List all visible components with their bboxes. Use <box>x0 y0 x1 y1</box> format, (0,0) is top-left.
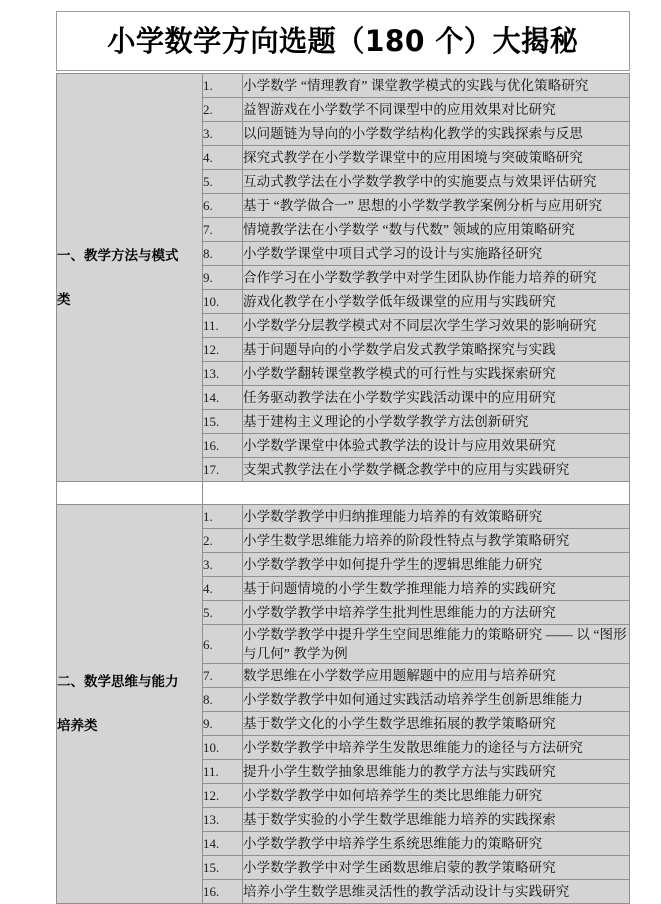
topic-text: 提升小学生数学抽象思维能力的教学方法与实践研究 <box>243 760 630 784</box>
topics-table-body <box>57 74 630 904</box>
topic-number: 6. <box>203 625 243 664</box>
topic-text: 数学思维在小学数学应用题解题中的应用与培养研究 <box>243 664 630 688</box>
topic-text: 小学数学教学中如何通过实践活动培养学生创新思维能力 <box>243 688 630 712</box>
topic-number: 15. <box>203 856 243 880</box>
section-category-cell <box>57 505 203 904</box>
topic-text: 基于建构主义理论的小学数学教学方法创新研究 <box>243 410 630 434</box>
topics-table-container <box>56 73 630 904</box>
topic-text: 小学数学 “情理教育” 课堂教学模式的实践与优化策略研究 <box>243 74 630 98</box>
topic-number: 2. <box>203 98 243 122</box>
topic-text: 互动式教学法在小学数学教学中的实施要点与效果评估研究 <box>243 170 630 194</box>
topic-number: 5. <box>203 601 243 625</box>
topic-text: 小学数学分层教学模式对不同层次学生学习效果的影响研究 <box>243 314 630 338</box>
topic-number: 2. <box>203 529 243 553</box>
topic-text: 小学数学翻转课堂教学模式的可行性与实践探索研究 <box>243 362 630 386</box>
topic-text: 小学数学课堂中体验式教学法的设计与应用效果研究 <box>243 434 630 458</box>
topic-text: 小学数学教学中对学生函数思维启蒙的教学策略研究 <box>243 856 630 880</box>
section-category-label-line: 培养类 <box>57 718 98 734</box>
topic-number: 16. <box>203 434 243 458</box>
topic-text: 合作学习在小学数学教学中对学生团队协作能力培养的研究 <box>243 266 630 290</box>
topic-text: 基于问题导向的小学数学启发式教学策略探究与实践 <box>243 338 630 362</box>
topic-number: 13. <box>203 808 243 832</box>
topic-text: 支架式教学法在小学数学概念教学中的应用与实践研究 <box>243 458 630 482</box>
topic-text: 以问题链为导向的小学数学结构化教学的实践探索与反思 <box>243 122 630 146</box>
topic-text: 小学数学教学中归纳推理能力培养的有效策略研究 <box>243 505 630 529</box>
page-title: 小学数学方向选题（180 个）大揭秘 <box>107 23 579 58</box>
table-row <box>57 74 630 98</box>
topic-text: 基于数学文化的小学生数学思维拓展的教学策略研究 <box>243 712 630 736</box>
topic-text: 益智游戏在小学数学不同课型中的应用效果对比研究 <box>243 98 630 122</box>
topic-text: 小学生数学思维能力培养的阶段性特点与教学策略研究 <box>243 529 630 553</box>
topic-text: 游戏化教学在小学数学低年级课堂的应用与实践研究 <box>243 290 630 314</box>
section-category-cell <box>57 74 203 482</box>
section-category-label-line: 二、数学思维与能力 <box>57 674 179 690</box>
topic-text: 小学数学教学中培养学生发散思维能力的途径与方法研究 <box>243 736 630 760</box>
topic-number: 15. <box>203 410 243 434</box>
section-spacer-row <box>57 482 630 505</box>
topic-number: 7. <box>203 664 243 688</box>
topic-number: 12. <box>203 784 243 808</box>
topic-text: 培养小学生数学思维灵活性的教学活动设计与实践研究 <box>243 880 630 904</box>
topic-number: 1. <box>203 505 243 529</box>
topic-number: 17. <box>203 458 243 482</box>
topic-number: 8. <box>203 242 243 266</box>
topic-number: 4. <box>203 577 243 601</box>
topic-number: 16. <box>203 880 243 904</box>
section-category-label-line: 类 <box>57 291 71 308</box>
topic-text: 任务驱动教学法在小学数学实践活动课中的应用研究 <box>243 386 630 410</box>
topic-text: 小学数学教学中如何提升学生的逻辑思维能力研究 <box>243 553 630 577</box>
topic-text: 情境教学法在小学数学 “数与代数” 领域的应用策略研究 <box>243 218 630 242</box>
topics-table <box>56 73 630 904</box>
topic-number: 9. <box>203 266 243 290</box>
topic-number: 1. <box>203 74 243 98</box>
topic-text: 小学数学教学中提升学生空间思维能力的策略研究 —— 以 “图形与几何” 教学为例 <box>243 625 630 664</box>
section-category-label-line: 一、教学方法与模式 <box>57 247 179 264</box>
topic-text: 基于数学实验的小学生数学思维能力培养的实践探索 <box>243 808 630 832</box>
topic-number: 10. <box>203 290 243 314</box>
topic-text: 小学数学教学中培养学生系统思维能力的策略研究 <box>243 832 630 856</box>
topic-text: 基于问题情境的小学生数学推理能力培养的实践研究 <box>243 577 630 601</box>
table-row <box>57 505 630 529</box>
section-spacer-topic-cell <box>203 482 630 505</box>
topic-number: 10. <box>203 736 243 760</box>
topic-number: 7. <box>203 218 243 242</box>
topic-text: 探究式教学在小学数学课堂中的应用困境与突破策略研究 <box>243 146 630 170</box>
topic-text: 小学数学课堂中项目式学习的设计与实施路径研究 <box>243 242 630 266</box>
topic-number: 14. <box>203 832 243 856</box>
section-spacer-category-cell <box>57 482 203 505</box>
topic-number: 12. <box>203 338 243 362</box>
topic-text: 小学数学教学中如何培养学生的类比思维能力研究 <box>243 784 630 808</box>
topic-number: 11. <box>203 314 243 338</box>
topic-number: 6. <box>203 194 243 218</box>
topic-number: 8. <box>203 688 243 712</box>
topic-number: 9. <box>203 712 243 736</box>
topic-text: 小学数学教学中培养学生批判性思维能力的方法研究 <box>243 601 630 625</box>
topic-number: 3. <box>203 553 243 577</box>
document-title-box <box>56 11 630 71</box>
topic-text: 基于 “教学做合一” 思想的小学数学教学案例分析与应用研究 <box>243 194 630 218</box>
topic-number: 5. <box>203 170 243 194</box>
topic-number: 13. <box>203 362 243 386</box>
topic-number: 11. <box>203 760 243 784</box>
topic-number: 3. <box>203 122 243 146</box>
topic-number: 4. <box>203 146 243 170</box>
topic-number: 14. <box>203 386 243 410</box>
